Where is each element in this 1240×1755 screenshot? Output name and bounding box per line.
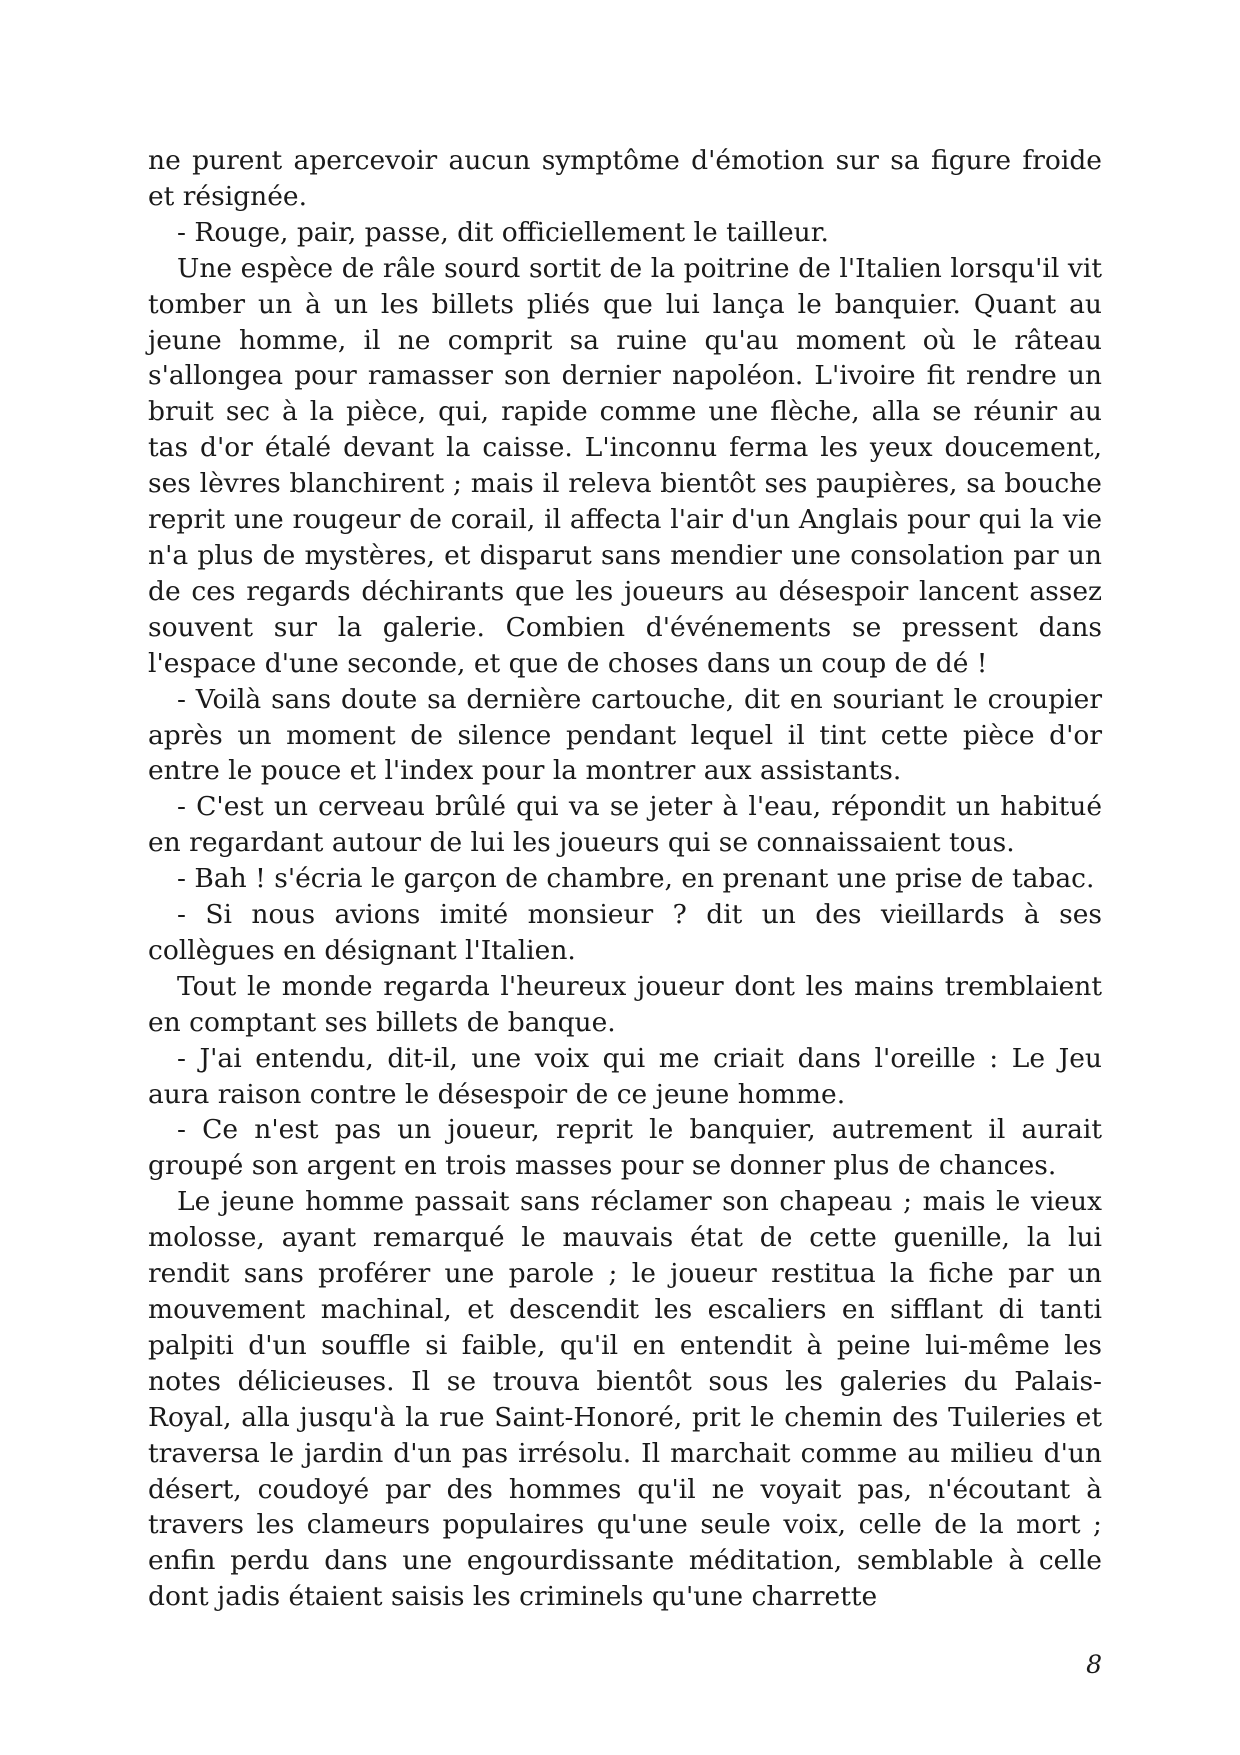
page-number: 8 (1086, 1650, 1102, 1679)
paragraph: - Voilà sans doute sa dernière cartouche, dit en souriant le croupier après un moment de silence pendant lequel il tint cette pièce d'or entre le pouce et l'index pour la montrer aux assistants. (148, 683, 1102, 787)
paragraph: - C'est un cerveau brûlé qui va se jeter à l'eau, répondit un habitué en regardant autour de lui les joueurs qui se connaissaient tous. (148, 791, 1102, 859)
paragraph: - Bah ! s'écria le garçon de chambre, en prenant une prise de tabac. (177, 863, 1095, 895)
paragraph: Le jeune homme passait sans réclamer son chapeau ; mais le vieux molosse, ayant remarqué le mauvais état de cette guenille, la lui rendit sans proférer une parole ; le joueur restitua la fiche par un mouvement machinal, et descendit les escaliers en sifflant di tanti palpiti d'un souffle si faible, qu'il en entendit à peine lui-même les notes délicieuses. Il se trouva bientôt sous les galeries du Palais-Royal, alla jusqu'à la rue Saint-Honoré, prit le chemin des Tuileries et traversa le jardin d'un pas irrésolu. Il marchait comme au milieu d'un désert, coudoyé par des hommes qu'il ne voyait pas, n'écoutant à travers les clameurs populaires qu'une seule voix, celle de la mort ; enfin perdu dans une engourdissante méditation, semblable à celle dont jadis étaient saisis les criminels qu'une charrette (148, 1186, 1102, 1613)
paragraph: - Rouge, pair, passe, dit officiellement le tailleur. (177, 216, 829, 248)
paragraph: - J'ai entendu, dit-il, une voix qui me criait dans l'oreille : Le Jeu aura raison contre le désespoir de ce jeune homme. (148, 1042, 1102, 1110)
paragraph: ne purent apercevoir aucun symptôme d'émotion sur sa figure froide et résignée. (148, 145, 1102, 212)
body-text (148, 143, 1102, 1615)
paragraph: - Ce n'est pas un joueur, reprit le banquier, autrement il aurait groupé son argent en trois masses pour se donner plus de chances. (148, 1114, 1102, 1182)
paragraph: Tout le monde regarda l'heureux joueur dont les mains tremblaient en comptant ses billets de banque. (148, 970, 1102, 1038)
paragraph: - Si nous avions imité monsieur ? dit un des vieillards à ses collègues en désignant l'Italien. (148, 899, 1102, 966)
paragraph: Une espèce de râle sourd sortit de la poitrine de l'Italien lorsqu'il vit tomber un à un les billets pliés que lui lança le banquier. Quant au jeune homme, il ne comprit sa ruine qu'au moment où le râteau s'allongea pour ramasser son dernier napoléon. L'ivoire fit rendre un bruit sec à la pièce, qui, rapide comme une flèche, alla se réunir au tas d'or étalé devant la caisse. L'inconnu ferma les yeux doucement, ses lèvres blanchirent ; mais il releva bientôt ses paupières, sa bouche reprit une rougeur de corail, il affecta l'air d'un Anglais pour qui la vie n'a plus de mystères, et disparut sans mendier une consolation par un de ces regards déchirants que les joueurs au désespoir lancent assez souvent sur la galerie. Combien d'événements se pressent dans l'espace d'une seconde, et que de choses dans un coup de dé ! (148, 252, 1102, 679)
